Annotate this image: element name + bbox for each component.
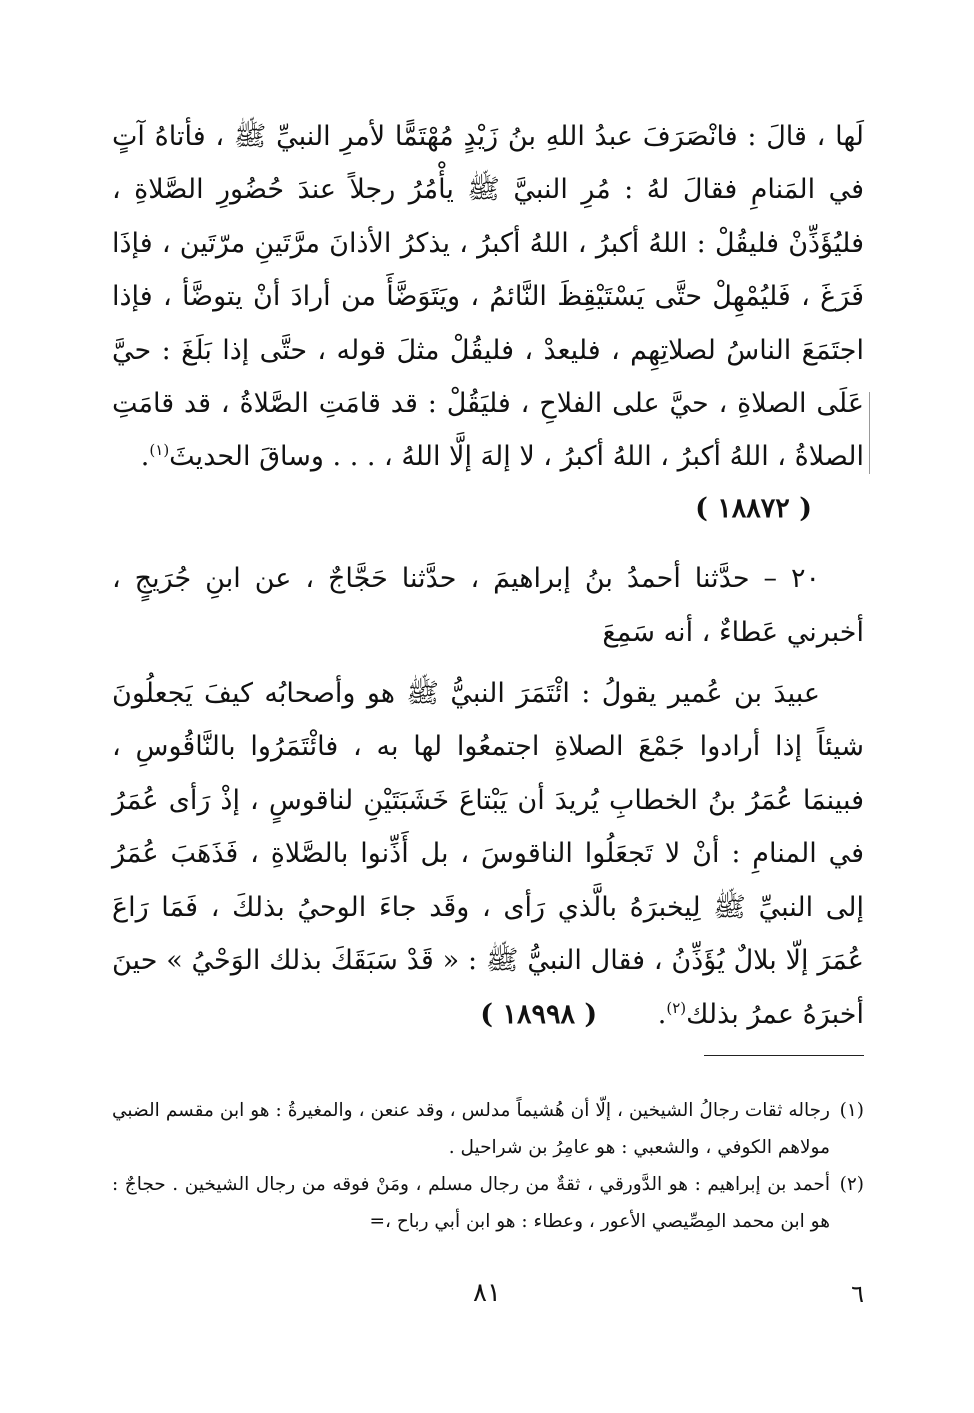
text-line: ٢٠ – حدَّثنا أحمدُ بنُ إبراهيمَ ، حدَّثنا حَجَّاجٌ ، عن ابنِ جُرَيجٍ ، أخبرني [112, 563, 864, 648]
text-line: ﷺ لِيخبرَهُ بالَّذي رَأى ، وقَد جاءَ الوحيُ بذلكَ ، فَمَا رَاعَ عُمَرَ إلّا [112, 891, 864, 977]
margin-mark [869, 392, 870, 474]
section-number: ٦ [851, 1280, 864, 1308]
text-line: المنامِ : أنْ لا تَجعَلُوا الناقوسَ ، بل أَذِّنوا بالصَّلاةِ ، فَذَهَبَ عُمَرُ إلى النبيِّ [112, 838, 864, 923]
ref-line-1 [112, 482, 864, 535]
footnote-text: أحمد بن إبراهيم : هو الدَّورقي ، ثقةٌ من رجال مسلم ، ومَنْ فوقه من رجال الشيخين . حجاجٌ : هو ابن محمد المِصِّيصي الأعور ، وعطاء : هو ابن أبي رباح ،= [112, 1174, 830, 1232]
footnote-text: رجاله ثقات رجالُ الشيخين ، إلّا أن هُشيماً مدلس ، وقد عنعن ، والمغيرةُ : هو ابن مقسم الضبي مولاهم الكوفي ، والشعبي : هو عامِرُ بن شراحيل . [112, 1100, 830, 1158]
text-line: اجتَمَعَ الناسُ لصلاتِهِم ، فليعدْ ، فليقُلْ مثلَ قوله ، حتَّى إذا بَلَغَ : حيَّ [112, 334, 864, 366]
footnote-divider [704, 1055, 864, 1056]
footnote-2 [112, 1166, 864, 1240]
page-number: ٨١ [473, 1278, 501, 1308]
text-line: بلالٌ يُؤَذِّنُ ، فقال النبيُّ ﷺ : « قَدْ سَبَقَكَ بذلك الوَحْيُ » حينَ أخبرَهُ [112, 945, 864, 1030]
text-line: عمرُ بذلك [686, 998, 795, 1030]
footnote-number: (١) [839, 1100, 864, 1121]
paragraph-3: عبيدَ بن عُمير يقولُ : ائْتَمَرَ النبيُّ ﷺ هو وأصحابُه كيفَ يَجعلُونَ شيئاً إذا أرادوا جَمْعَ الصلاةِ اجتمعُوا لها به ، فائْتَمَرُوا بالنَّاقُوسِ ، فبينمَا عُمَرُ بنُ الخطابِ يُريدَ أن يَبْتاعَ خَشَبَتَيْنِ لناقوسٍ ، إذْ رَأى عُمَرُ في المنامِ : أنْ لا تَجعَلُوا الناقوسَ ، بل أَذِّنوا بالصَّلاةِ ، فَذَهَبَ عُمَرُ إلى النبيِّ ﷺ لِيخبرَهُ بالَّذي رَأى ، وقَد جاءَ الوحيُ بذلكَ ، فَمَا رَاعَ عُمَرَ إلّا بلالٌ يُؤَذِّنُ ، فقال النبيُّ ﷺ : « قَدْ سَبَقَكَ بذلك الوَحْيُ » حينَ أخبرَهُ عمرُ بذلك$^{(٢)}$. ( ١٨٩٩٨ ) [112, 667, 864, 1041]
text-line: عبيدَ بن عُمير يقولُ : ائْتَمَرَ النبيُّ ﷺ هو وأصحابُه كيفَ يَجعلُونَ [112, 678, 820, 710]
text-line: شيئاً إذا أرادوا جَمْعَ الصلاةِ اجتمعُوا لها به ، فائْتَمَرُوا بالنَّاقُوسِ ، فبينمَا [112, 731, 864, 816]
hadith-20-heading [112, 552, 864, 659]
text-line: عَلَى الصلاةِ ، حيَّ على الفلاحِ ، فليَقُلْ : قد قامَتِ الصَّلاةُ ، قد قامَتِ [112, 388, 864, 420]
footnote-ref-1: (١) [149, 441, 170, 460]
footnote-ref-2: (٢) [666, 998, 687, 1017]
paragraph-1: لَها ، قالَ : فانْصَرَفَ عبدُ اللهِ بنُ زَيْدٍ مُهْتَمًّا لأمرِ النبيِّ ﷺ ، فأتاهُ آتٍ في المَنامِ فقالَ لهُ : مُرِ النبيَّ ﷺ يأْمُرُ رجلاً عندَ حُضُورِ الصَّلاةِ ، فليُؤَذِّنْ فليقُلْ : اللهُ أكبرُ ، اللهُ أكبرُ ، يذكرُ الأذانَ مرَّتَينِ مرّتَين ، فإذَا فَرَغَ ، فَليُمْهِلْ حتَّى يَسْتَيْقِظَ النَّائمُ ، ويَتَوَضَّأَ من أرادَ أنْ يتوضَّأ ، فإذا اجتَمَعَ الناسُ لصلاتِهِم ، فليعدْ ، فليقُلْ مثلَ قوله ، حتَّى إذا بَلَغَ : حيَّ عَلَى الصلاةِ ، حيَّ على الفلاحِ ، فليَقُلْ : قد قامَتِ الصَّلاةُ ، قد قامَتِ الصلاةُ ، اللهُ أكبرُ ، اللهُ أكبرُ ، لا إلهَ إلَّا اللهُ ، . . . وساقَ الحديثَ$^{(١)}$. [112, 121, 864, 473]
footnote-1 [112, 1092, 864, 1166]
text-line: لَها ، قالَ : فانْصَرَفَ عبدُ اللهِ بنُ زَيْدٍ مُهْتَمًّا لأمرِ النبيِّ ﷺ ، فأتاهُ آتٍ [112, 121, 864, 152]
text-line: عَطاءٌ ، أنه سَمِعَ [602, 616, 779, 648]
text-line: فليُؤَذِّنْ فليقُلْ : اللهُ أكبرُ ، اللهُ أكبرُ ، يذكرُ الأذانَ مرَّتَينِ مرّتَين ، فإذَا [112, 227, 864, 259]
text-line: فَرَغَ ، فَليُمْهِلْ حتَّى يَسْتَيْقِظَ النَّائمُ ، ويَتَوَضَّأَ من أرادَ أنْ يتوضَّأ ، فإذا [112, 281, 864, 313]
main-text [112, 110, 864, 1041]
hadith-ref-code-2: ( ١٨٩٩٨ ) [480, 998, 598, 1030]
text-line: عُمَرُ بنُ الخطابِ يُريدَ أن يَبْتاعَ خَشَبَتَيْنِ لناقوسٍ ، إذْ رَأى عُمَرُ في [112, 784, 864, 870]
text-line: الصلاةُ ، اللهُ أكبرُ ، اللهُ أكبرُ ، لا إلهَ إلَّا اللهُ ، . . . وساقَ الحديثَ [169, 441, 864, 473]
hadith-ref-code-1: ( ١٨٨٧٢ ) [695, 492, 812, 524]
text-line: في المَنامِ فقالَ لهُ : مُرِ النبيَّ ﷺ يأْمُرُ رجلاً عندَ حُضُورِ الصَّلاةِ ، [112, 174, 864, 206]
footnotes [112, 1092, 864, 1240]
footnote-number: (٢) [839, 1174, 864, 1195]
